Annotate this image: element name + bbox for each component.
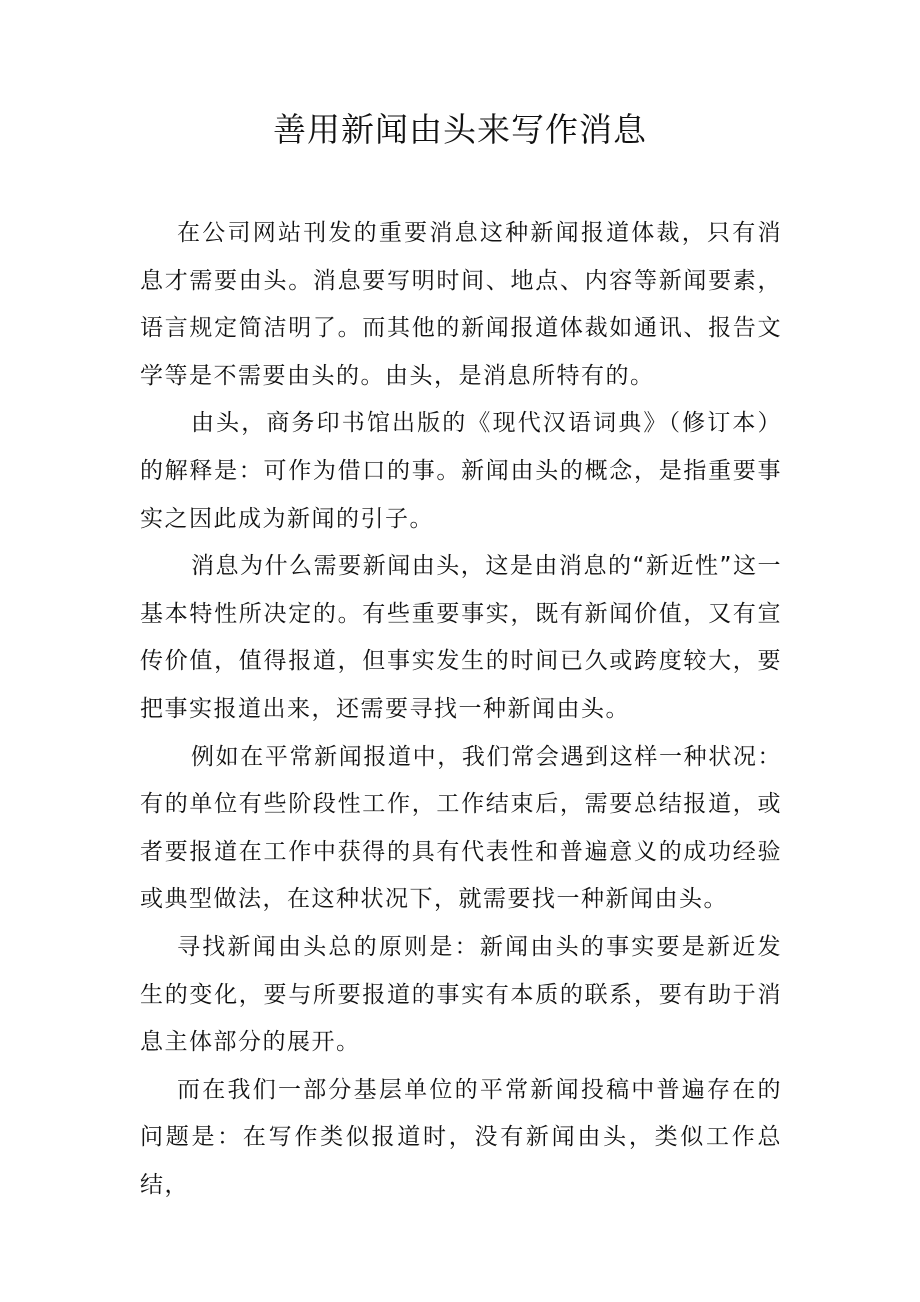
- paragraph: 在公司网站刊发的重要消息这种新闻报道体裁，只有消息才需要由头。消息要写明时间、地点、内容等新闻要素，语言规定简洁明了。而其他的新闻报道体裁如通讯、报告文学等是不需要由头的。由头，是消息所特有的。: [140, 220, 782, 389]
- paragraph: 由头，商务印书馆出版的《现代汉语词典》（修订本）的解释是：可作为借口的事。新闻由头的概念，是指重要事实之因此成为新闻的引子。: [140, 410, 782, 532]
- document-title: 善用新闻由头来写作消息: [273, 110, 647, 149]
- paragraph: 例如在平常新闻报道中，我们常会遇到这样一种状况：有的单位有些阶段性工作，工作结束后，需要总结报道，或者要报道在工作中获得的具有代表性和普遍意义的成功经验或典型做法，在这种状况下，就需要找一种新闻由头。: [140, 743, 782, 913]
- paragraph: 而在我们一部分基层单位的平常新闻投稿中普遍存在的问题是：在写作类似报道时，没有新闻由头，类似工作总结，: [140, 1076, 782, 1198]
- paragraph: 寻找新闻由头总的原则是：新闻由头的事实要是新近发生的变化，要与所要报道的事实有本质的联系，要有助于消息主体部分的展开。: [140, 933, 782, 1056]
- document-body: [140, 210, 782, 1209]
- paragraph: 消息为什么需要新闻由头，这是由消息的“新近性”这一基本特性所决定的。有些重要事实，既有新闻价值，又有宣传价值，值得报道，但事实发生的时间已久或跨度较大，要把事实报道出来，还需要寻找一种新闻由头。: [140, 553, 782, 722]
